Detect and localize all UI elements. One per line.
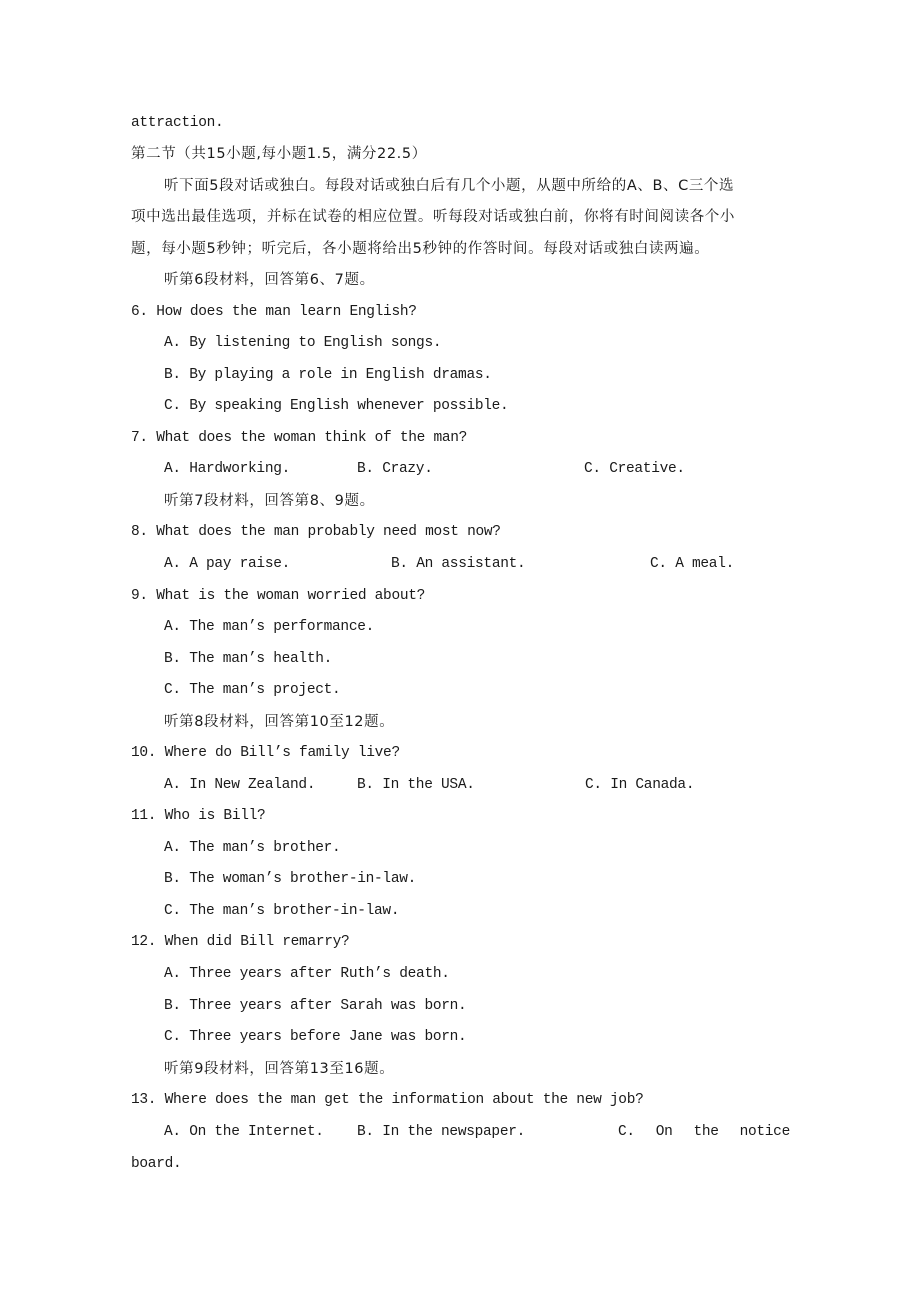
question-6 [131,303,417,321]
question-13 [131,1091,644,1109]
option-13c-label: C. [618,1124,635,1140]
option-10b: B. In the USA. [357,777,475,793]
question-12 [131,933,349,951]
option-9b: B. The man’s health. [164,651,333,667]
question-number: 11. [131,808,157,824]
question-text: What is the woman worried about? [156,588,426,604]
option-13c-word: the [693,1124,719,1140]
option-7a: A. Hardworking. [164,461,291,477]
continuation-text: attraction. [131,115,224,131]
question-11 [131,807,265,825]
question-7 [131,429,467,447]
option-9a: A. The man’s performance. [164,619,375,635]
option-12b: B. Three years after Sarah was born. [164,998,467,1014]
question-number: 8. [131,524,148,540]
option-13b: B. In the newspaper. [357,1124,526,1140]
option-7c: C. Creative. [584,461,685,477]
option-13c-word: notice [739,1124,790,1140]
passage-prompt-9: 听第9段材料，回答第13至16题。 [164,1061,395,1077]
option-8c: C. A meal. [650,556,735,572]
question-number: 9. [131,588,148,604]
option-6a: A. By listening to English songs. [164,335,442,351]
question-text: What does the woman think of the man? [156,430,468,446]
question-text: What does the man probably need most now? [156,524,501,540]
question-number: 12. [131,934,157,950]
question-8 [131,523,501,541]
instructions-line-2: 项中选出最佳选项，并标在试卷的相应位置。听每段对话或独白前，你将有时间阅读各个小 [131,209,735,225]
section-header: 第二节（共15小题,每小题1.5，满分22.5） [131,146,427,162]
option-8a: A. A pay raise. [164,556,291,572]
option-13c-line2: board. [131,1156,182,1172]
passage-prompt-7: 听第7段材料，回答第8、9题。 [164,493,375,509]
question-9 [131,587,425,605]
question-10 [131,744,400,762]
option-6c: C. By speaking English whenever possible. [164,398,509,414]
instructions-line-1: 听下面5段对话或独白。每段对话或独白后有几个小题，从题中所给的A、B、C三个选 [164,178,735,194]
option-7b: B. Crazy. [357,461,433,477]
instructions-line-3: 题，每小题5秒钟；听完后，各小题将给出5秒钟的作答时间。每段对话或独白读两遍。 [131,241,710,257]
question-text: Where do Bill’s family live? [164,745,400,761]
question-number: 6. [131,304,148,320]
passage-prompt-6: 听第6段材料，回答第6、7题。 [164,272,375,288]
question-number: 10. [131,745,157,761]
question-text: When did Bill remarry? [164,934,350,950]
question-text: Where does the man get the information about the new job? [164,1092,644,1108]
option-6b: B. By playing a role in English dramas. [164,367,492,383]
question-text: How does the man learn English? [156,304,417,320]
option-13c-line1 [618,1123,790,1141]
option-12c: C. Three years before Jane was born. [164,1029,467,1045]
option-12a: A. Three years after Ruth’s death. [164,966,450,982]
option-13a: A. On the Internet. [164,1124,324,1140]
option-8b: B. An assistant. [391,556,526,572]
question-text: Who is Bill? [164,808,266,824]
option-10c: C. In Canada. [585,777,695,793]
option-11c: C. The man’s brother-in-law. [164,903,400,919]
option-11b: B. The woman’s brother-in-law. [164,871,417,887]
option-10a: A. In New Zealand. [164,777,316,793]
question-number: 7. [131,430,148,446]
option-9c: C. The man’s project. [164,682,341,698]
question-number: 13. [131,1092,157,1108]
option-11a: A. The man’s brother. [164,840,341,856]
option-13c-word: On [655,1124,673,1140]
passage-prompt-8: 听第8段材料，回答第10至12题。 [164,714,395,730]
